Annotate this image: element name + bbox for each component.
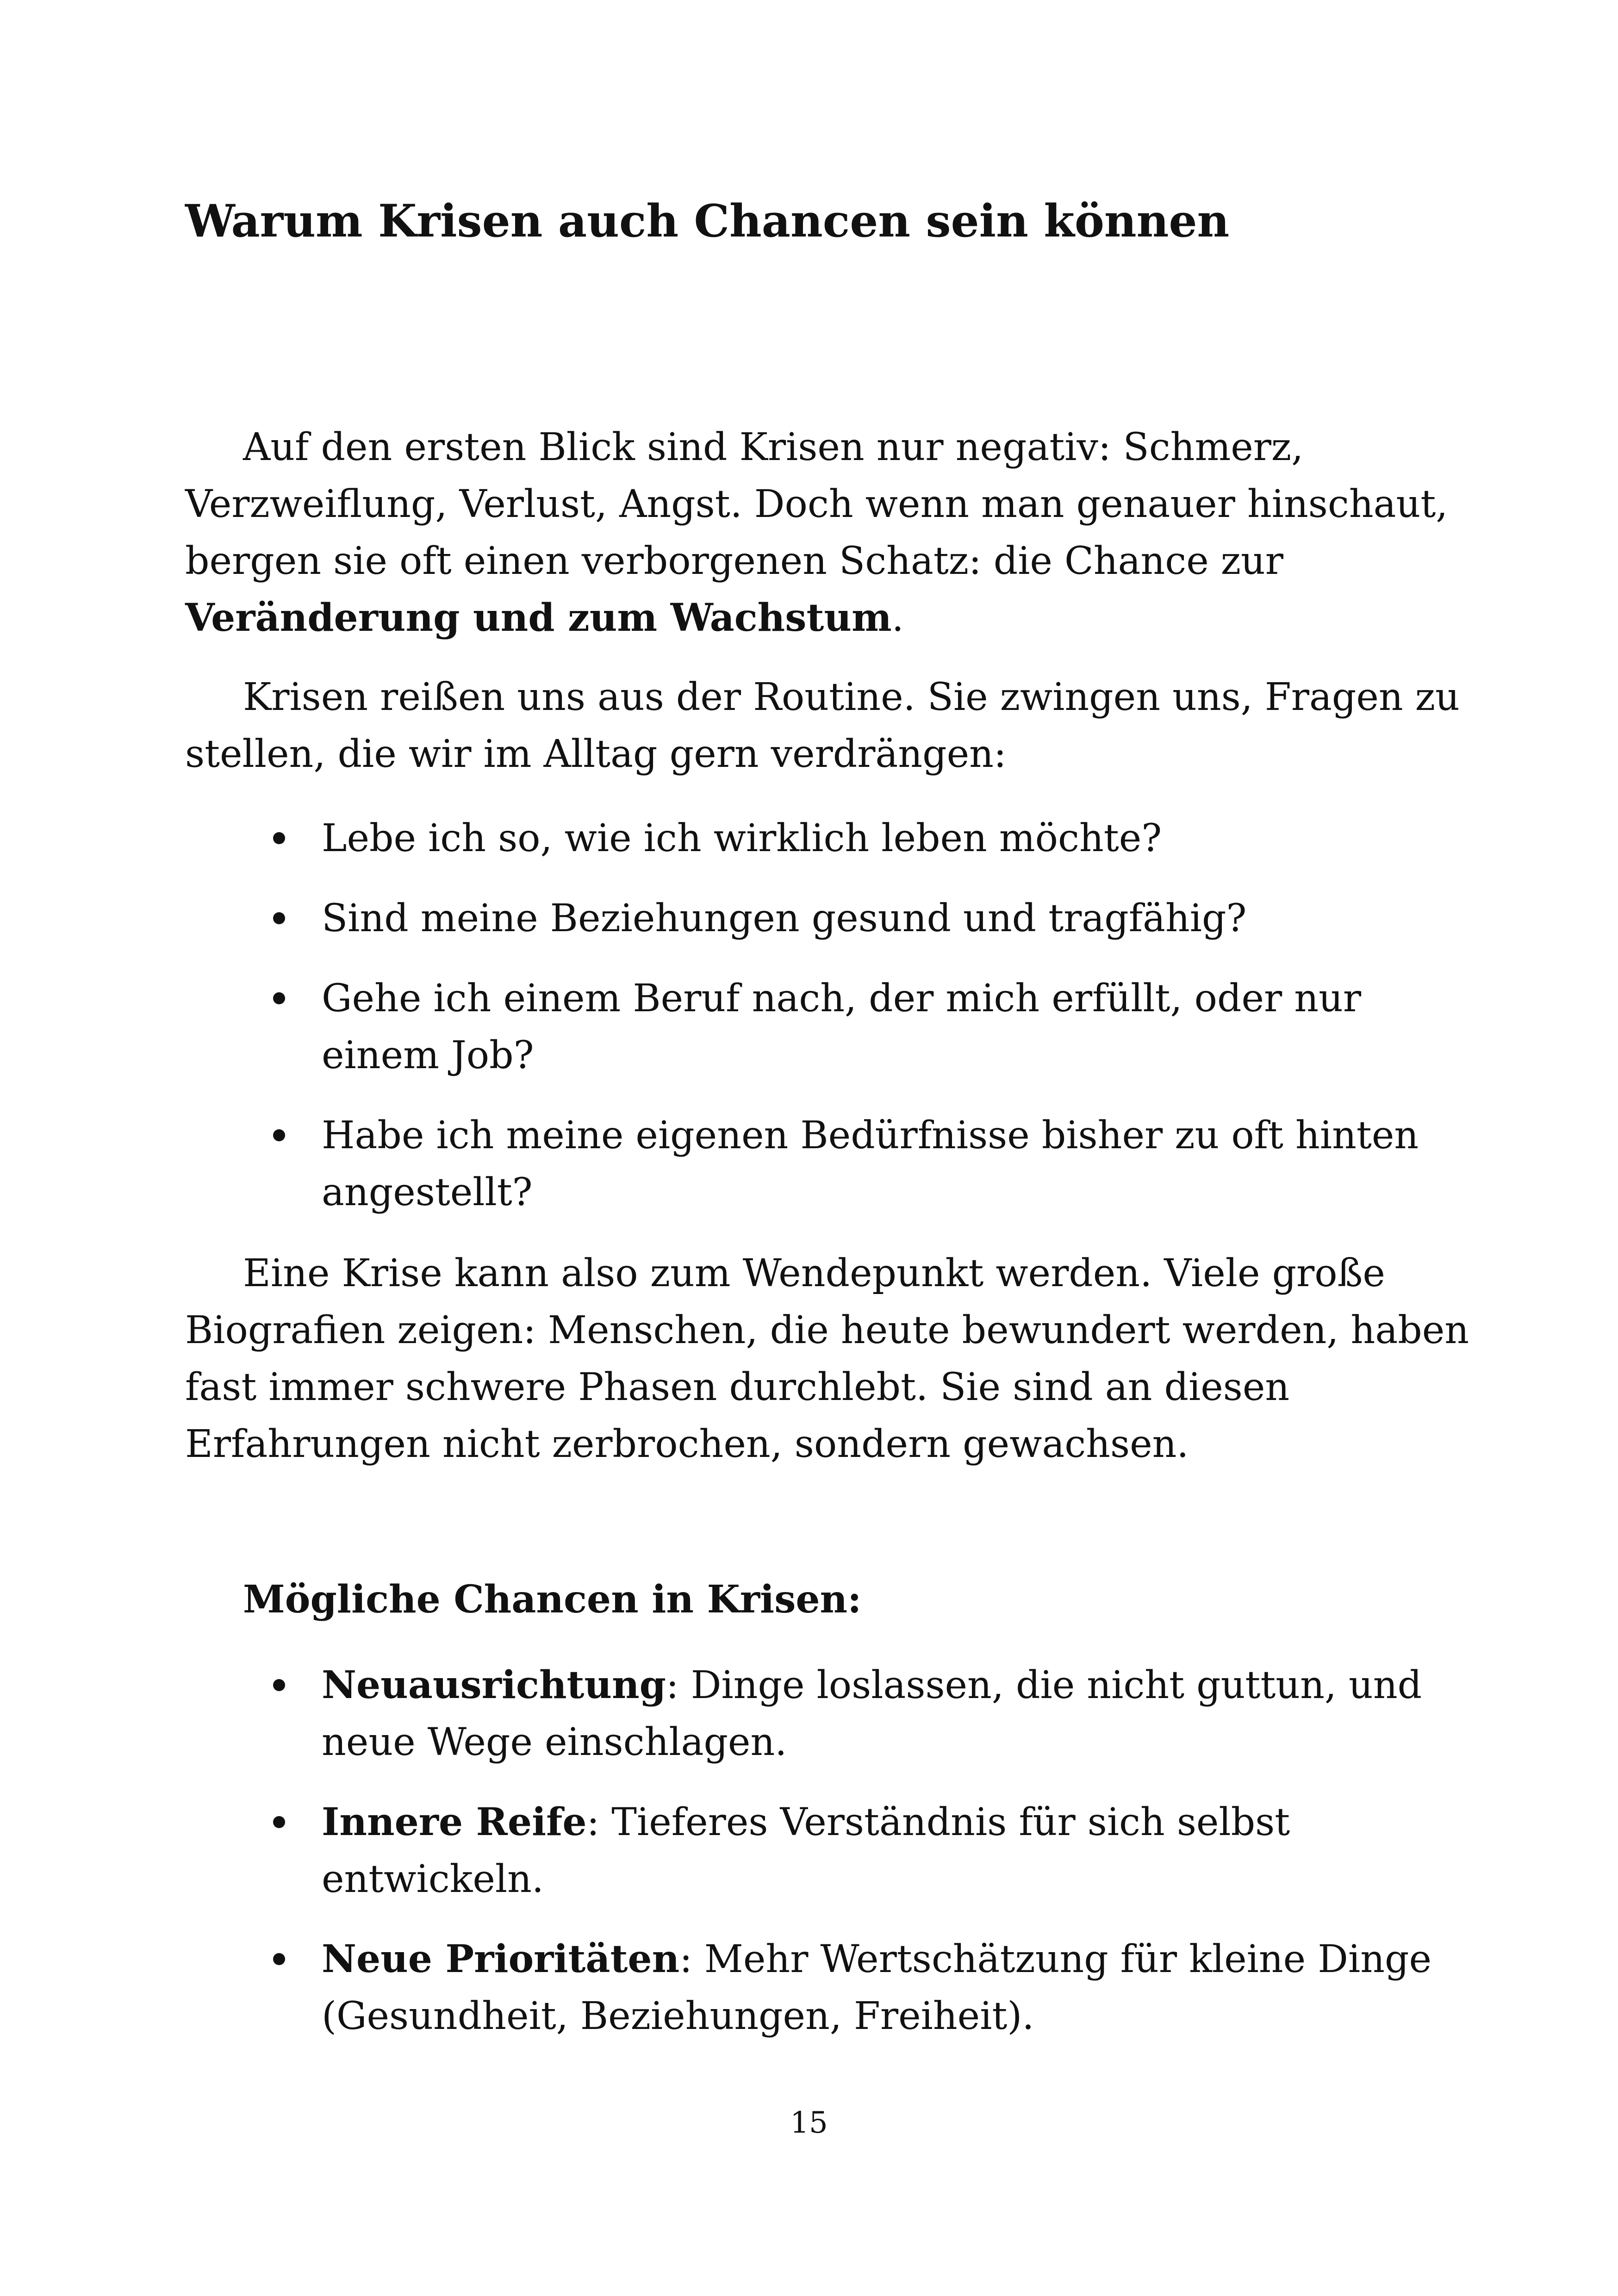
list-item: [185, 1794, 1472, 1908]
question-text: Sind meine Beziehungen gesund und tragfähig?: [322, 896, 1247, 940]
chance-term: Innere Reife: [322, 1800, 587, 1844]
intro-text-end: .: [891, 596, 904, 640]
list-item: [185, 1657, 1472, 1771]
page-number: 15: [790, 2106, 828, 2140]
intro-text: Auf den ersten Blick sind Krisen nur negativ: Schmerz, Verzweiflung, Verlust, Angst. Doch wenn man genauer hinschaut, bergen sie oft einen verborgenen Schatz: die Chance zur: [185, 425, 1448, 583]
bullet-icon: [273, 1953, 285, 1965]
question-text: Gehe ich einem Beruf nach, der mich erfüllt, oder nur einem Job?: [322, 977, 1362, 1077]
list-item: [185, 970, 1472, 1084]
routine-text: Krisen reißen uns aus der Routine. Sie zwingen uns, Fragen zu stellen, die wir im Alltag gern verdrängen:: [185, 675, 1460, 776]
chance-text: : Tieferes Verständnis für sich selbst entwickeln.: [322, 1800, 1290, 1901]
bullet-icon: [273, 912, 285, 924]
chance-text: : Mehr Wertschätzung für kleine Dinge (Gesundheit, Beziehungen, Freiheit).: [322, 1937, 1432, 2038]
intro-paragraph: [185, 419, 1472, 647]
turning-point-paragraph: [185, 1245, 1472, 1473]
list-item: [185, 810, 1472, 867]
bullet-icon: [273, 832, 285, 844]
bullet-icon: [273, 1816, 285, 1828]
chance-text: : Dinge loslassen, die nicht guttun, und neue Wege einschlagen.: [322, 1663, 1422, 1764]
list-item: [185, 890, 1472, 947]
chances-heading: Mögliche Chancen in Krisen:: [243, 1577, 862, 1622]
question-list: [185, 810, 1472, 1244]
intro-emphasis: Veränderung und zum Wachstum: [185, 596, 892, 640]
routine-paragraph: [185, 669, 1472, 783]
list-item: [185, 1931, 1472, 2045]
question-text: Lebe ich so, wie ich wirklich leben möchte?: [322, 816, 1162, 860]
bullet-icon: [273, 1129, 285, 1141]
bullet-icon: [273, 1679, 285, 1691]
chances-list: [185, 1657, 1472, 2068]
chance-term: Neue Prioritäten: [322, 1937, 680, 1981]
page-title: Warum Krisen auch Chancen sein können: [185, 195, 1230, 247]
bullet-icon: [273, 992, 285, 1004]
turning-point-text: Eine Krise kann also zum Wendepunkt werden. Viele große Biografien zeigen: Menschen, die heute bewundert werden, haben fast immer schwere Phasen durchlebt. Sie sind an diesen Erfahrungen nicht zerbrochen, sondern gewachsen.: [185, 1251, 1469, 1466]
chance-term: Neuausrichtung: [322, 1663, 666, 1707]
list-item: [185, 1107, 1472, 1221]
question-text: Habe ich meine eigenen Bedürfnisse bisher zu oft hinten angestellt?: [322, 1114, 1419, 1214]
